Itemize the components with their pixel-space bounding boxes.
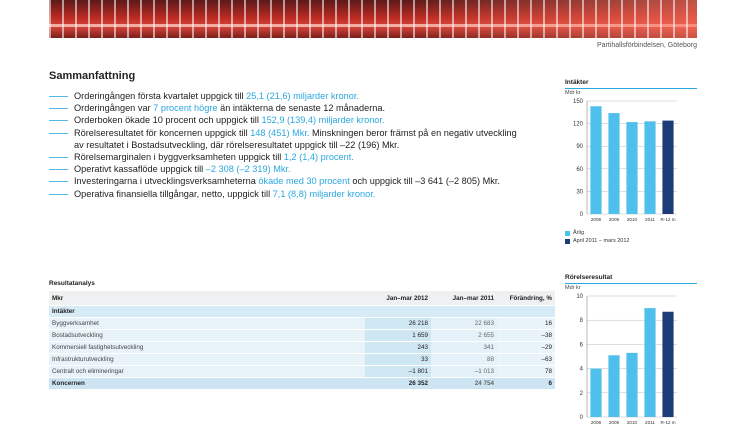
x-tick-label: 2008 — [590, 217, 602, 222]
highlight-text: ökade med 30 procent — [258, 176, 350, 187]
hero-photo — [49, 0, 697, 38]
summary-text: Rörelsemarginalen i byggverksamheten uppgick till — [74, 152, 284, 163]
bar — [662, 312, 673, 417]
cell-value: –38 — [497, 330, 555, 342]
cell-value: 1 659 — [365, 330, 431, 342]
operating-income-chart-unit: Mdr kr — [565, 285, 581, 291]
summary-list — [49, 90, 519, 200]
revenue-chart — [565, 96, 697, 228]
highlight-text: 7,1 (8,8) miljarder kronor. — [272, 188, 376, 199]
col-header-2011: Jan–mar 2011 — [431, 291, 497, 306]
bar — [626, 122, 637, 214]
legend-swatch-rolling — [565, 239, 570, 244]
group-row — [49, 306, 555, 318]
table-header-row — [49, 291, 555, 306]
bar — [590, 369, 601, 417]
results-title: Resultatanalys — [49, 280, 95, 287]
legend-annual — [565, 229, 697, 237]
summary-text: Rörelseresultatet för koncernen uppgick till — [74, 127, 251, 138]
cell-value: –1 801 — [365, 366, 431, 378]
summary-item — [49, 102, 519, 114]
summary-text: och uppgick till –3 641 (–2 805) Mkr. — [349, 176, 500, 187]
summary-item — [49, 114, 519, 126]
x-tick-label: R-12 m — [660, 420, 676, 425]
y-tick-label: 90 — [576, 144, 583, 151]
total-row — [49, 378, 555, 390]
bar — [608, 355, 619, 417]
summary-item — [49, 90, 519, 102]
y-tick-label: 10 — [576, 294, 583, 300]
table-row — [49, 342, 555, 354]
cell-value: 16 — [497, 318, 555, 330]
summary-text: än intäkterna de senaste 12 månaderna. — [217, 103, 386, 114]
cell-value: 88 — [431, 354, 497, 366]
highlight-text: 25,1 (21,6) miljarder kronor. — [246, 91, 359, 101]
bar — [590, 106, 601, 214]
operating-income-chart-panel — [565, 274, 697, 431]
operating-income-chart-title: Rörelseresultat — [565, 274, 697, 284]
chart-legend — [565, 229, 697, 245]
revenue-chart-unit: Mdr kr — [565, 90, 581, 96]
summary-item — [49, 175, 519, 187]
table-row — [49, 354, 555, 366]
col-header-change: Förändring, % — [497, 291, 555, 306]
highlight-text: 1,2 (1,4) procent. — [283, 152, 354, 163]
col-header-mkr: Mkr — [49, 291, 365, 306]
bar — [644, 121, 655, 214]
x-tick-label: 2009 — [608, 217, 620, 222]
row-label: Centralt och elimineringar — [49, 366, 365, 378]
summary-text: Operativa finansiella tillgångar, netto, uppgick till — [74, 188, 273, 199]
cell-value: 6 — [497, 378, 555, 390]
x-tick-label: 2010 — [626, 420, 638, 425]
bar — [608, 113, 619, 214]
summary-item — [49, 163, 519, 175]
x-tick-label: 2008 — [590, 420, 602, 425]
y-tick-label: 8 — [579, 318, 583, 325]
cell-value: 22 683 — [431, 318, 497, 330]
x-tick-label: 2011 — [645, 217, 655, 222]
table-row — [49, 366, 555, 378]
y-tick-label: 6 — [579, 342, 583, 349]
table-row — [49, 318, 555, 330]
cell-value: 33 — [365, 354, 431, 366]
row-label: Koncernen — [49, 378, 365, 390]
summary-text: Investeringarna i utvecklingsverksamheterna — [74, 176, 259, 187]
y-tick-label: 30 — [576, 189, 583, 196]
cell-value: 26 218 — [365, 318, 431, 330]
legend-rolling-label: April 2011 – mars 2012 — [573, 238, 630, 244]
bar — [644, 308, 655, 417]
bar — [626, 353, 637, 417]
y-tick-label: 4 — [579, 366, 583, 373]
legend-annual-label: Årlig — [573, 230, 585, 236]
legend-rolling — [565, 237, 697, 245]
y-tick-label: 150 — [572, 99, 583, 105]
photo-caption: Partihallsförbindelsen, Göteborg — [596, 42, 697, 49]
row-label: Infrastrukturutveckling — [49, 354, 365, 366]
cell-value: 24 754 — [431, 378, 497, 390]
y-tick-label: 120 — [572, 121, 583, 128]
cell-value: –63 — [497, 354, 555, 366]
highlight-text: 7 procent högre — [153, 103, 218, 114]
table-row — [49, 330, 555, 342]
operating-income-chart — [565, 291, 697, 431]
cell-value: 78 — [497, 366, 555, 378]
row-label: Bostadsutveckling — [49, 330, 365, 342]
x-tick-label: R-12 m — [660, 217, 676, 222]
x-tick-label: 2011 — [645, 420, 655, 425]
summary-item — [49, 151, 519, 163]
x-tick-label: 2010 — [626, 217, 638, 222]
row-label: Kommersiell fastighetsutveckling — [49, 342, 365, 354]
revenue-chart-panel — [565, 79, 697, 245]
y-tick-label: 0 — [579, 415, 583, 421]
cell-value: –29 — [497, 342, 555, 354]
row-label: Byggverksamhet — [49, 318, 365, 330]
highlight-text: –2 308 (–2 319) Mkr. — [205, 164, 291, 175]
summary-item — [49, 127, 519, 151]
summary-item — [49, 188, 519, 200]
cell-value: 26 352 — [365, 378, 431, 390]
col-header-2012: Jan–mar 2012 — [365, 291, 431, 306]
summary-text: Orderingången första kvartalet uppgick till — [74, 91, 247, 101]
summary-text: Orderingången var — [74, 103, 154, 114]
highlight-text: 152,9 (139,4) miljarder kronor. — [261, 115, 385, 126]
cell-value: 243 — [365, 342, 431, 354]
y-tick-label: 0 — [579, 212, 583, 218]
x-tick-label: 2009 — [608, 420, 620, 425]
legend-swatch-annual — [565, 231, 570, 236]
cell-value: 341 — [431, 342, 497, 354]
cell-value: 2 655 — [431, 330, 497, 342]
revenue-chart-title: Intäkter — [565, 79, 697, 89]
summary-text: Orderboken ökade 10 procent och uppgick till — [74, 115, 262, 126]
results-table — [49, 291, 555, 389]
summary-text: Operativt kassaflöde uppgick till — [74, 164, 206, 175]
summary-text: Minskningen beror främst på en negativ utveckling av resultatet i Bostadsutveckling, där rörelseresultatet uppgick till –22 (196) Mkr. — [74, 127, 517, 150]
y-tick-label: 2 — [579, 390, 583, 397]
summary-title: Sammanfattning — [49, 70, 136, 82]
highlight-text: 148 (451) Mkr. — [250, 127, 310, 138]
y-tick-label: 60 — [576, 166, 583, 173]
group-label: Intäkter — [49, 306, 555, 318]
cell-value: –1 013 — [431, 366, 497, 378]
bar — [662, 121, 673, 214]
